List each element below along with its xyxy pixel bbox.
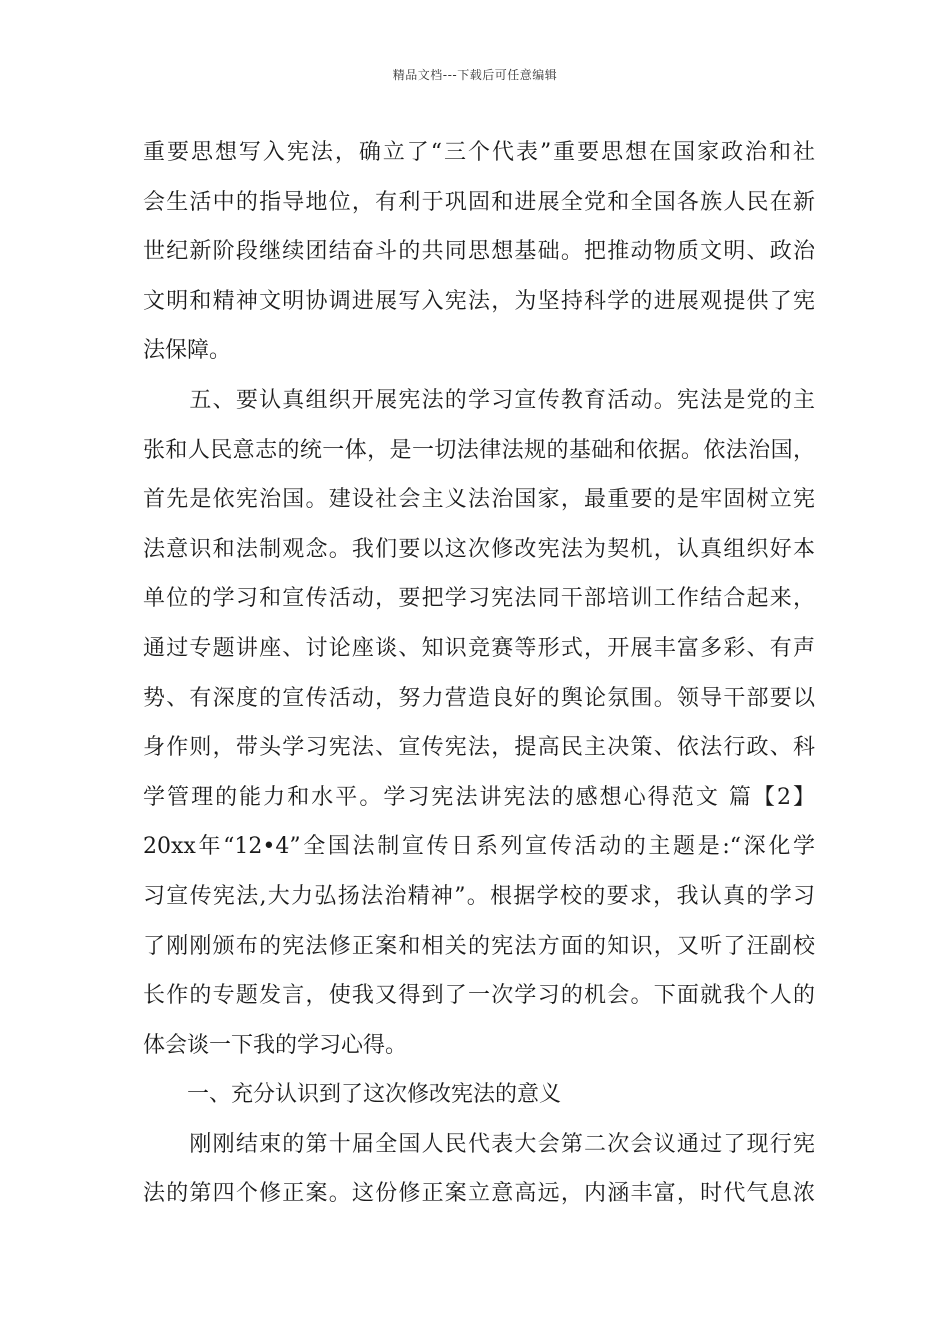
text-line: 习宣传宪法,大力弘扬法治精神”。根据学校的要求，我认真的学习 bbox=[143, 883, 815, 909]
text-line: 学管理的能力和水平。学习宪法讲宪法的感想心得范文 篇【2】 bbox=[143, 784, 815, 810]
text-line: 了刚刚颁布的宪法修正案和相关的宪法方面的知识，又听了汪副校 bbox=[143, 933, 815, 959]
text-line: 势、有深度的宣传活动，努力营造良好的舆论氛围。领导干部要以 bbox=[143, 685, 815, 711]
text-line: 张和人民意志的统一体，是一切法律法规的基础和依据。依法治国， bbox=[143, 437, 815, 463]
text-line: 身作则，带头学习宪法、宣传宪法，提高民主决策、依法行政、科 bbox=[143, 735, 815, 761]
text-line: 20xx年“12•4”全国法制宣传日系列宣传活动的主题是:“深化学 bbox=[143, 834, 815, 860]
page-header: 精品文档---下载后可任意编辑 bbox=[392, 68, 558, 82]
text-line: 通过专题讲座、讨论座谈、知识竞赛等形式，开展丰富多彩、有声 bbox=[143, 635, 815, 661]
text-line: 体会谈一下我的学习心得。 bbox=[143, 1032, 408, 1058]
text-line: 重要思想写入宪法，确立了“三个代表”重要思想在国家政治和社 bbox=[143, 140, 815, 165]
document-body bbox=[143, 128, 815, 1219]
text-line: 法意识和法制观念。我们要以这次修改宪法为契机，认真组织好本 bbox=[143, 536, 815, 562]
text-line: 法保障。 bbox=[143, 338, 232, 364]
text-line: 会生活中的指导地位，有利于巩固和进展全党和全国各族人民在新 bbox=[143, 189, 815, 215]
text-line: 法的第四个修正案。这份修正案立意高远，内涵丰富，时代气息浓 bbox=[143, 1181, 815, 1207]
text-line: 刚刚结束的第十届全国人民代表大会第二次会议通过了现行宪 bbox=[143, 1131, 815, 1157]
text-line: 文明和精神文明协调进展写入宪法，为坚持科学的进展观提供了宪 bbox=[143, 288, 815, 314]
text-line: 首先是依宪治国。建设社会主义法治国家，最重要的是牢固树立宪 bbox=[143, 487, 815, 513]
text-line: 五、要认真组织开展宪法的学习宣传教育活动。宪法是党的主 bbox=[143, 387, 815, 413]
text-line: 一、充分认识到了这次修改宪法的意义 bbox=[143, 1082, 562, 1108]
text-line: 单位的学习和宣传活动，要把学习宪法同干部培训工作结合起来， bbox=[143, 586, 815, 612]
text-line: 长作的专题发言，使我又得到了一次学习的机会。下面就我个人的 bbox=[143, 983, 815, 1009]
text-line: 世纪新阶段继续团结奋斗的共同思想基础。把推动物质文明、政治 bbox=[143, 239, 815, 265]
